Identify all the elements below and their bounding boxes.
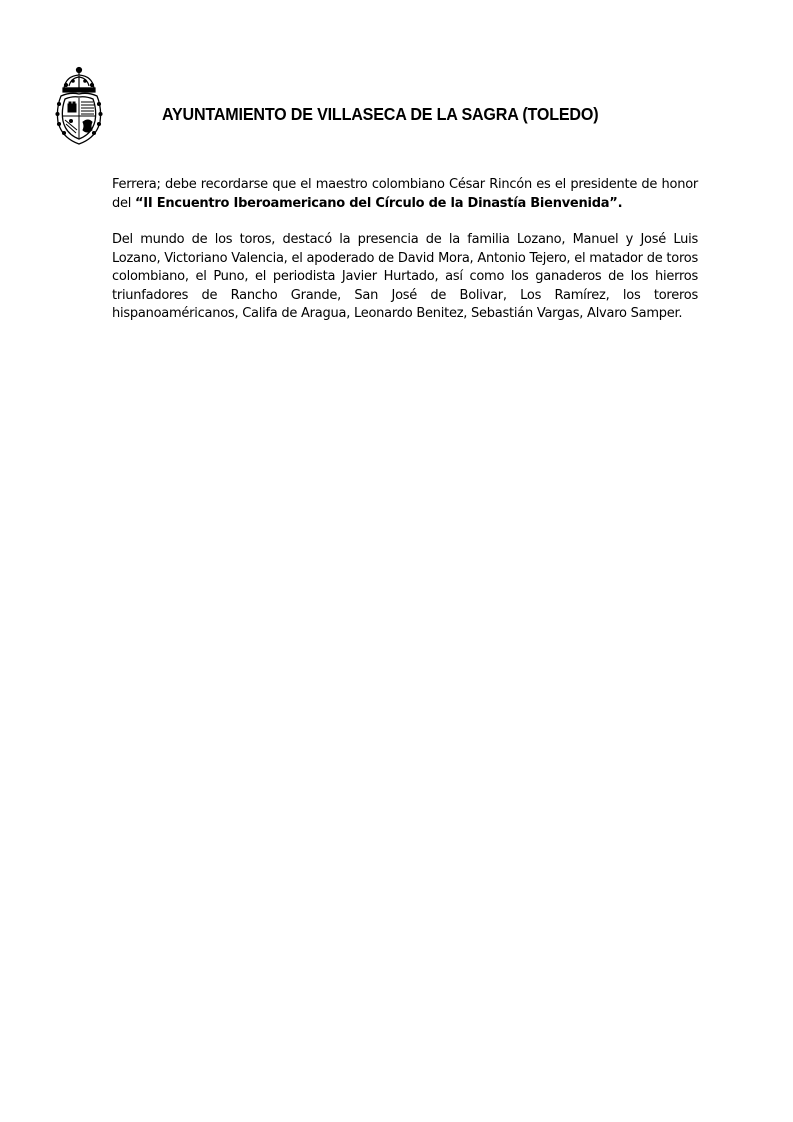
paragraph-2 [112,231,698,324]
paragraph-1-emphasis: “II Encuentro Iberoamericano del Círculo de la Dinastía Bienvenida”. [135,195,623,211]
paragraph-2-after: . [678,306,683,321]
paragraph-1-text: Ferrera; debe recordarse que el maestro colombiano César Rincón es el presidente de honor del [112,177,698,211]
paragraph-2-text: Del mundo de los toros, destacó la presencia de la familia Lozano, Manuel y José Luis Lozano, Victoriano Valencia, el apoderado de David Mora, Antonio Tejero, el matador de toros colombiano, el Puno, el periodista Javier Hurtado, así como los ganaderos de los hierros triunfadores de Rancho Grande, San José de Bolivar, Los Ramírez, los toreros hispanoaméricanos, Califa de Aragua, Leonardo Benitez, Sebastián Vargas, Alvaro Samper [112,232,698,321]
page-title: AYUNTAMIENTO DE VILLASECA DE LA SAGRA (TOLEDO) [162,104,599,124]
municipal-coat-of-arms-icon [52,64,106,148]
paragraph-1 [112,176,698,213]
document-body [112,176,698,324]
